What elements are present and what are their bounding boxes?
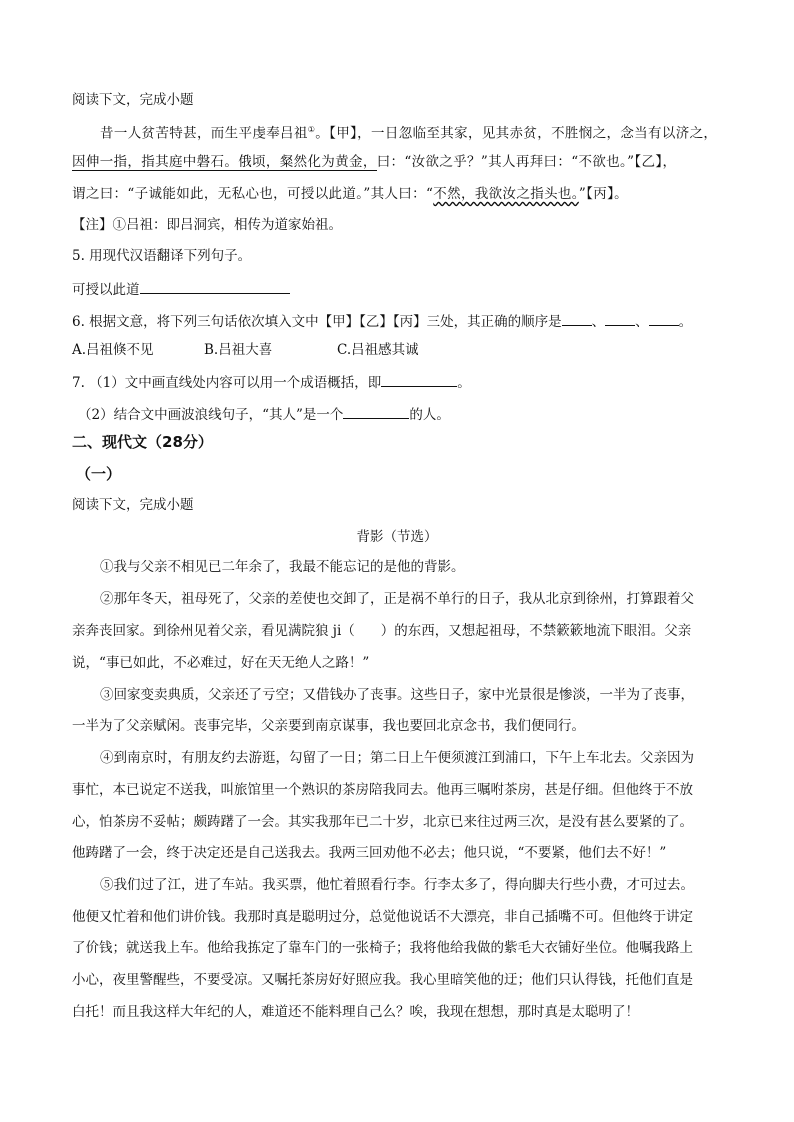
answer-blank[interactable] [649, 311, 679, 326]
paragraph-2-line-3: 说，“事已如此，不必难过，好在天无绝人之路！” [72, 655, 370, 671]
footnote-marker: ① [307, 125, 316, 134]
paragraph-5-line-1: ⑤我们过了江，进了车站。我买票，他忙着照看行李。行李太多了，得向脚夫行些小费，才可过去。 [100, 877, 694, 893]
straight-underlined-text: 因伸一指，指其庭中磐石。俄顷，粲然化为黄金， [72, 154, 377, 170]
paragraph-1: ①我与父亲不相见已二年余了，我最不能忘记的是他的背影。 [100, 559, 465, 575]
answer-blank[interactable] [562, 311, 592, 326]
paragraph-4-line-2: 事忙，本已说定不送我，叫旅馆里一个熟识的茶房陪我同去。他再三嘱咐茶房，甚是仔细。但他终于不放 [72, 782, 693, 798]
question-6 [72, 311, 692, 331]
classical-para-line-2 [72, 153, 676, 171]
paragraph-5-line-4: 小心，夜里警醒些，不要受凉。又嘱托茶房好好照应我。我心里暗笑他的迂；他们只认得钱，托他们直是 [72, 972, 693, 988]
question-text: 6. 根据文意，将下列三句话依次填入文中【甲】【乙】【丙】三处，其正确的顺序是 [72, 314, 562, 330]
question-5: 5. 用现代汉语翻译下列句子。 [72, 248, 252, 264]
wavy-underlined-text: 不然，我欲汝之指头也。 [433, 186, 579, 202]
question-6-options [72, 341, 419, 359]
text-segment: 昔一人贫苦特甚，而生平虔奉吕祖 [100, 125, 308, 142]
text-segment: 。【甲】，一日忽临至其家，见其赤贫，不胜悯之，念当有以济之， [315, 125, 718, 142]
classical-instruction: 阅读下文，完成小题 [72, 92, 194, 108]
text-segment: ）的东西，又想起祖母，不禁簌簌地流下眼泪。父亲 [380, 623, 692, 639]
subsection-heading: （一） [76, 465, 122, 483]
answer-blank[interactable] [343, 404, 409, 419]
paragraph-5-line-3: 了价钱；就送我上车。他给我拣定了靠车门的一张椅子；我将他给我做的紫毛大衣铺好坐位。他嘱我路上 [72, 940, 693, 956]
question-7-1 [72, 372, 471, 392]
paragraph-4-line-3: 心，怕茶房不妥帖；颇踌躇了一会。其实我那年已二十岁，北京已来往过两三次，是没有甚么要紧的了。 [72, 814, 693, 830]
paragraph-4-line-4: 他踌躇了一会，终于决定还是自己送我去。我两三回劝他不必去；他只说，“不要紧，他们去不好！” [72, 845, 667, 861]
paragraph-5-line-5: 白托！而且我这样大年纪的人，难道还不能料理自己么？唉，我现在想想，那时真是太聪明了！ [72, 1004, 639, 1020]
option-b: B.吕祖大喜 [204, 342, 273, 358]
question-text: （2）结合文中画波浪线句子，“其人”是一个 [78, 407, 344, 423]
separator: 、 [591, 314, 606, 330]
answer-blank[interactable] [605, 311, 635, 326]
question-5-sentence [72, 279, 290, 299]
period: 。 [678, 314, 693, 330]
footnote: 【注】①吕祖：即吕洞宾，相传为道家始祖。 [72, 217, 342, 233]
paragraph-3-line-2: 一半为了父亲赋闲。丧事完毕，父亲要到南京谋事，我也要回北京念书，我们便同行。 [72, 718, 585, 734]
modern-instruction: 阅读下文，完成小题 [72, 497, 194, 513]
option-c: C.吕祖感其诚 [337, 342, 419, 358]
paragraph-2-line-2 [72, 622, 691, 640]
paragraph-2-line-1: ②那年冬天，祖母死了，父亲的差使也交卸了，正是祸不单行的日子，我从北京到徐州，打算跟着父 [100, 591, 694, 607]
period: 。 [457, 375, 471, 391]
text-segment: 谓之曰：“子诚能如此，无私心也，可授以此道。”其人曰：“ [72, 186, 434, 202]
section-heading: 二、现代文（28分） [72, 433, 213, 451]
classical-para-line-1 [100, 121, 717, 143]
paragraph-4-line-1: ④到南京时，有朋友约去游逛，勾留了一日；第二日上午便须渡江到浦口，下午上车北去。父亲因为 [100, 750, 694, 766]
question-text: 7. （1）文中画直线处内容可以用一个成语概括，即 [72, 375, 382, 391]
text-segment: 的人。 [409, 407, 450, 423]
article-title: 背影（节选） [356, 529, 438, 545]
option-a: A.吕祖倏不见 [72, 342, 154, 358]
text-segment: ”【丙】。 [578, 186, 629, 202]
paragraph-3-line-1: ③回家变卖典质，父亲还了亏空；又借钱办了丧事。这些日子，家中光景很是惨淡，一半为了丧事， [100, 687, 694, 703]
answer-blank[interactable] [381, 372, 457, 387]
separator: 、 [635, 314, 649, 330]
text-segment: 曰：“汝欲之乎？”其人再拜曰：“不欲也。”【乙】， [376, 154, 677, 170]
sentence-text: 可授以此道 [72, 282, 140, 298]
answer-blank[interactable] [140, 279, 290, 294]
text-segment: 亲奔丧回家。到徐州见着父亲，看见满院狼 ji（ [72, 623, 355, 639]
paragraph-5-line-2: 他便又忙着和他们讲价钱。我那时真是聪明过分，总觉他说话不大漂亮，非自己插嘴不可。但他终于讲定 [72, 909, 693, 925]
question-7-2 [78, 404, 450, 424]
classical-para-line-3 [72, 185, 628, 203]
